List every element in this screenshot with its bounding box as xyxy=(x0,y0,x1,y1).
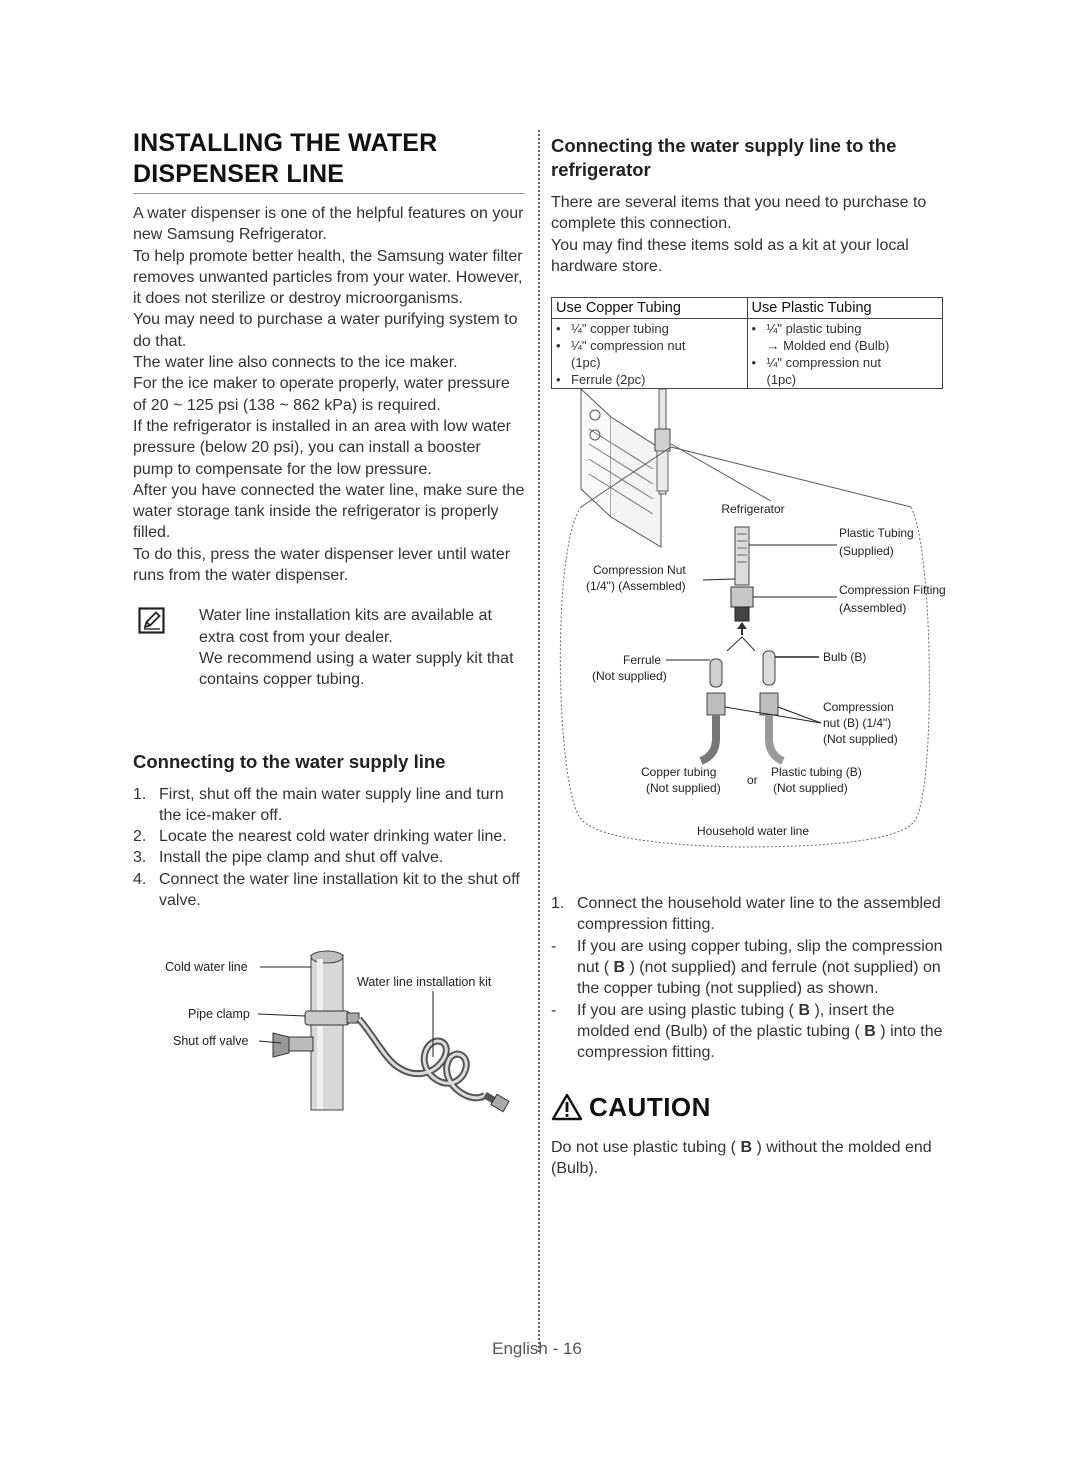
step-text: Connect the water line installation kit to the shut off valve. xyxy=(159,870,520,910)
right-column xyxy=(551,134,946,1179)
warning-triangle-icon xyxy=(551,1093,583,1121)
label-nut-b: nut (B) (1/4") xyxy=(823,716,892,731)
plastic-instruction xyxy=(551,1000,943,1064)
supply-steps xyxy=(133,784,525,912)
copper-item-text: Ferrule (2pc) xyxy=(571,372,646,388)
step-item xyxy=(133,847,525,868)
label-compression-fitting: Compression Fitting xyxy=(839,583,946,598)
copper-header: Use Copper Tubing xyxy=(552,298,748,319)
plastic-item-cont: → Molded end (Bulb) xyxy=(766,338,890,354)
split-arrow xyxy=(727,637,755,651)
pipe-top xyxy=(311,951,343,963)
step-number: 1. xyxy=(551,895,565,913)
intro-paragraph: To do this, press the water dispenser lever until water runs from the water dispenser. xyxy=(133,545,511,585)
leader-nut-plastic xyxy=(778,707,821,723)
bold-b: B xyxy=(864,1022,876,1040)
copper-item-cont: (1pc) xyxy=(571,355,601,371)
copper-instruction-text: If you are using copper tubing, slip the compression nut ( xyxy=(577,937,943,977)
left-column xyxy=(133,128,525,1130)
water-kit-figure xyxy=(133,945,525,1130)
connect-steps xyxy=(551,893,943,1063)
label-plastic-tubing: Plastic Tubing xyxy=(839,526,914,541)
step-number: 2. xyxy=(133,828,147,846)
plastic-item-text: ¼" compression nut xyxy=(766,355,881,371)
step-item xyxy=(133,869,525,912)
column-divider xyxy=(538,130,540,1352)
label-bulb: Bulb (B) xyxy=(823,650,867,665)
step-text: Connect the household water line to the assembled compression fitting. xyxy=(577,895,941,934)
intro-paragraph: If the refrigerator is installed in an area with low water pressure (below 20 psi), you can install a booster pump to compensate for the low pressure. xyxy=(133,417,511,478)
label-ferrule-not-supplied: (Not supplied) xyxy=(592,669,667,684)
pipe-highlight xyxy=(317,959,323,1109)
bold-b: B xyxy=(740,1138,752,1156)
copper-item: • Ferrule (2pc) xyxy=(556,372,646,388)
step-number: 1. xyxy=(133,785,147,803)
label-ferrule: Ferrule xyxy=(623,653,662,668)
label-pipe-clamp: Pipe clamp xyxy=(188,1007,250,1022)
connect-heading: Connecting the water supply line to the refrigerator xyxy=(551,135,897,180)
connect-intro-paragraph: You may find these items sold as a kit at your local hardware store. xyxy=(551,236,909,275)
plastic-header: Use Plastic Tubing xyxy=(747,298,943,319)
plastic-item: • ¼" compression nut xyxy=(751,355,881,371)
copper-items xyxy=(552,319,748,389)
label-copper-tubing: Copper tubing xyxy=(641,765,717,780)
copper-instruction xyxy=(551,936,943,1000)
cold-water-pipe xyxy=(311,955,343,1110)
refrigerator-sketch xyxy=(581,389,771,547)
plastic-instruction-text: If you are using plastic tubing ( xyxy=(577,1001,799,1019)
title-line-1: INSTALLING THE WATER xyxy=(133,129,438,157)
label-compression: Compression xyxy=(823,700,894,715)
label-cold-water-line: Cold water line xyxy=(165,960,248,975)
note-line: Water line installation kits are available at extra cost from your dealer. xyxy=(199,607,492,646)
caution-text xyxy=(551,1137,943,1180)
plastic-items xyxy=(747,319,943,389)
intro-paragraph: The water line also connects to the ice maker. xyxy=(133,354,458,372)
label-or: or xyxy=(747,773,758,788)
caution-heading xyxy=(551,1092,943,1123)
step-text: First, shut off the main water supply line and turn the ice-maker off. xyxy=(159,785,504,824)
copper-instruction-text: ) (not supplied) and ferrule (not supplied) on the copper tubing (not supplied) as shown. xyxy=(577,959,941,998)
page-footer: English - 16 xyxy=(492,1339,582,1358)
connect-intro xyxy=(551,192,943,277)
label-plastic-not-supplied: (Not supplied) xyxy=(773,781,848,796)
step-number: 3. xyxy=(133,849,147,867)
plastic-tubing-parts xyxy=(760,651,783,761)
label-refrigerator: Refrigerator xyxy=(721,502,785,517)
label-copper-not-supplied: (Not supplied) xyxy=(646,781,721,796)
plastic-instruction-text: ), insert the molded end (Bulb) of the plastic tubing ( xyxy=(577,1001,895,1040)
dash-marker: - xyxy=(551,1001,557,1019)
zoom-leader-right xyxy=(671,447,911,507)
copper-item-text: ¼" copper tubing xyxy=(571,321,669,337)
step-text: Install the pipe clamp and shut off valve. xyxy=(159,849,444,867)
intro-text xyxy=(133,203,525,586)
dash-marker: - xyxy=(551,937,557,955)
label-kit: Water line installation kit xyxy=(357,975,492,990)
label-household: Household water line xyxy=(696,824,810,839)
pipe-clamp-shape xyxy=(305,1011,349,1025)
connect-intro-paragraph: There are several items that you need to purchase to complete this connection. xyxy=(551,194,927,233)
note-pencil-icon xyxy=(138,607,165,634)
note-line: We recommend using a water supply kit that contains copper tubing. xyxy=(199,649,514,689)
label-shut-off-valve: Shut off valve xyxy=(173,1034,249,1049)
valve-handle xyxy=(273,1033,289,1057)
label-nut-b-not-supplied: (Not supplied) xyxy=(823,732,898,747)
plastic-item: • ¼" plastic tubing xyxy=(751,321,862,337)
bold-b: B xyxy=(613,959,626,977)
plastic-item-text: ¼" plastic tubing xyxy=(766,321,862,337)
bold-b: B xyxy=(798,1001,811,1019)
title-line-2: DISPENSER LINE xyxy=(133,160,345,188)
section-title xyxy=(133,128,525,194)
leader-pipe-clamp xyxy=(258,1014,305,1016)
note-box xyxy=(133,605,525,690)
step-number: 4. xyxy=(133,870,147,888)
copper-tubing-parts xyxy=(701,659,725,761)
leader-compression-nut xyxy=(703,579,735,580)
compression-fitting-assembly xyxy=(731,527,753,635)
intro-paragraph: After you have connected the water line, make sure the water storage tank inside the refrigerator is properly filled. xyxy=(133,481,525,542)
connect-step-1 xyxy=(551,893,943,936)
copper-item: • ¼" copper tubing xyxy=(556,321,669,337)
step-text: Locate the nearest cold water drinking water line. xyxy=(159,828,507,846)
intro-paragraph: A water dispenser is one of the helpful features on your new Samsung Refrigerator. xyxy=(133,205,524,244)
supply-heading: Connecting to the water supply line xyxy=(133,750,446,772)
label-plastic-tubing-b: Plastic tubing (B) xyxy=(771,765,862,780)
label-supplied: (Supplied) xyxy=(839,544,894,559)
label-assembled: (Assembled) xyxy=(839,601,907,616)
fitting-diagram xyxy=(541,389,946,877)
label-compression-nut-sub: (1/4") (Assembled) xyxy=(586,579,686,594)
intro-paragraph: You may need to purchase a water purifying system to do that. xyxy=(133,311,518,350)
step-item xyxy=(133,826,525,847)
label-compression-nut: Compression Nut xyxy=(593,563,686,578)
copper-item-text: ¼" compression nut xyxy=(571,338,686,354)
tubing-table xyxy=(551,297,943,389)
caution-text-part: ) without the molded end (Bulb). xyxy=(551,1138,932,1177)
copper-item: • ¼" compression nut xyxy=(556,338,686,354)
plastic-instruction-text: ) into the compression fitting. xyxy=(577,1022,943,1062)
intro-paragraph: To help promote better health, the Samsung water filter removes unwanted particles from your water. However, it does not sterilize or destroy microorganisms. xyxy=(133,247,523,308)
caution-text-part: Do not use plastic tubing ( xyxy=(551,1138,741,1156)
plastic-item-cont: (1pc) xyxy=(766,372,797,388)
caution-title-text: CAUTION xyxy=(589,1091,711,1122)
step-item xyxy=(133,784,525,827)
intro-paragraph: For the ice maker to operate properly, water pressure of 20 ~ 125 psi (138 ~ 862 kPa) is required. xyxy=(133,375,510,414)
